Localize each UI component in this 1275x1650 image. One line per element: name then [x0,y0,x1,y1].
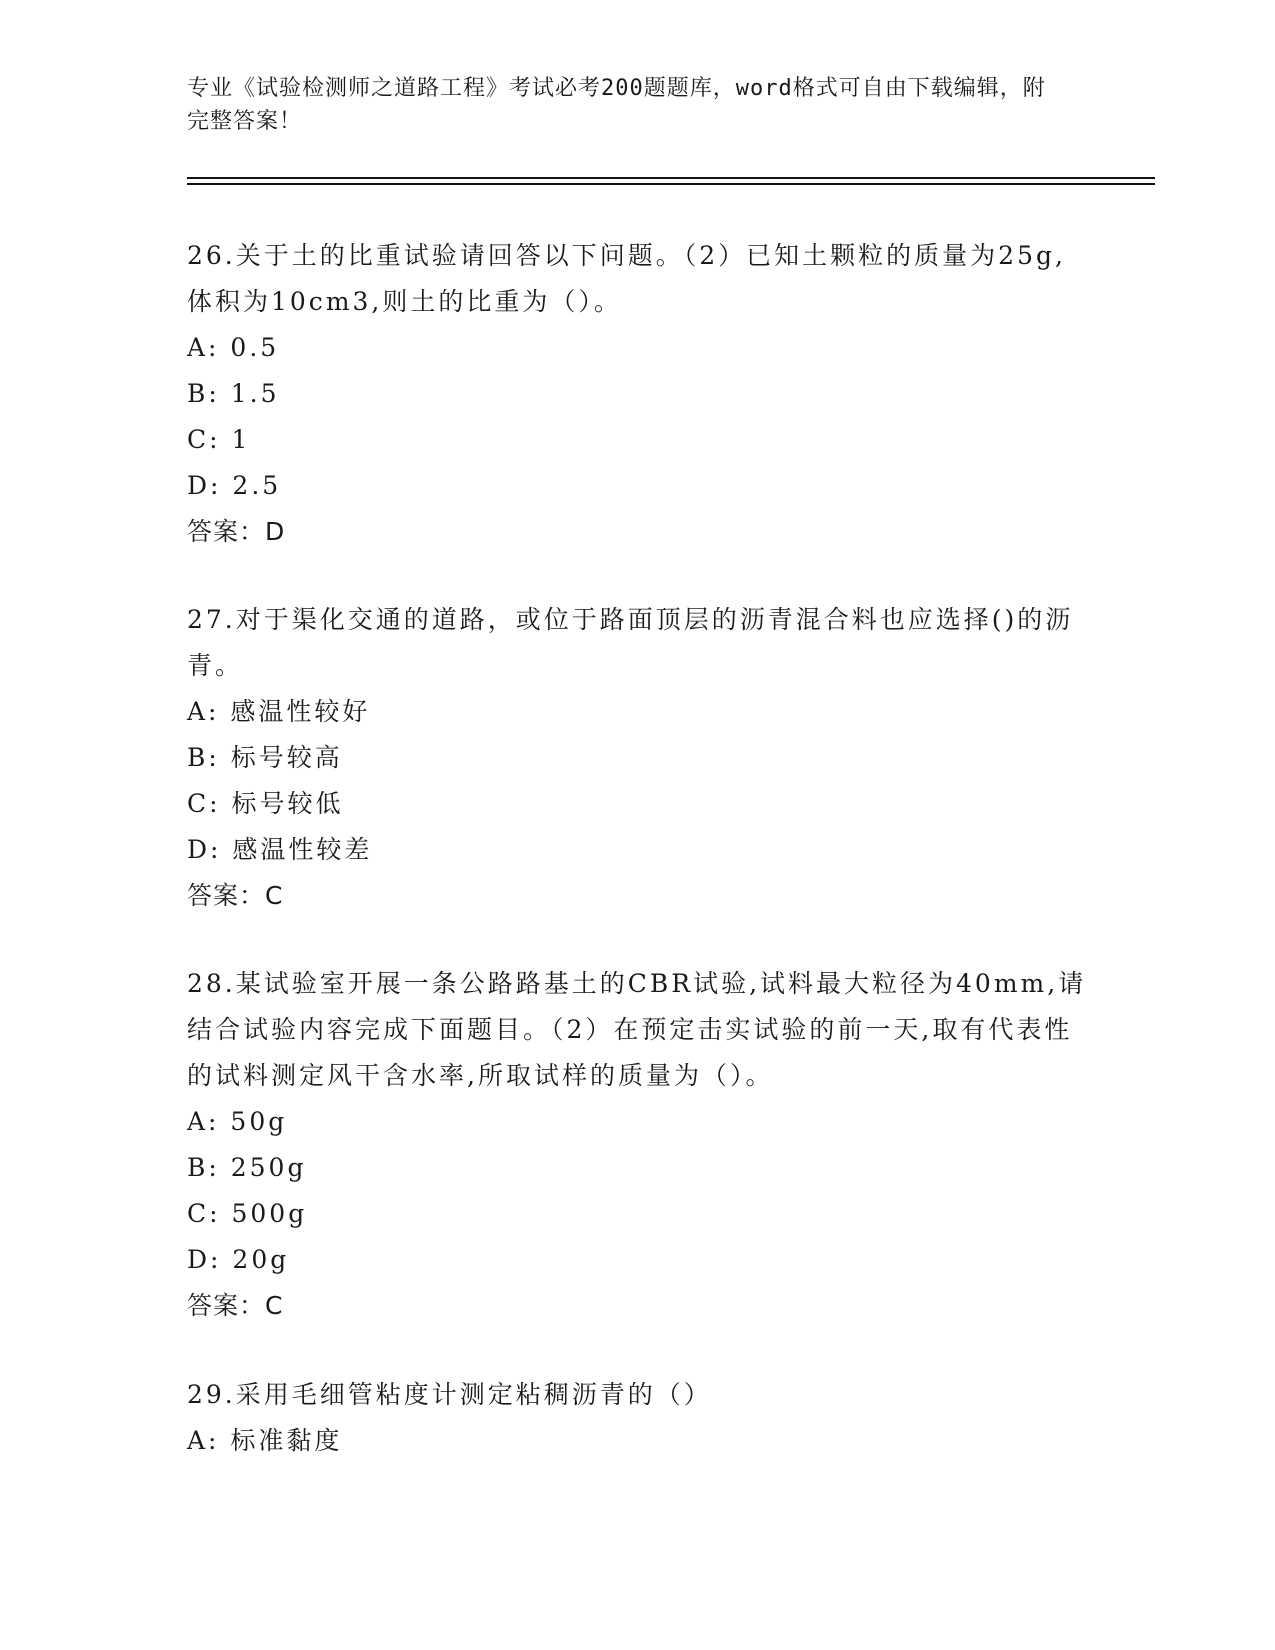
document-header: 专业《试验检测师之道路工程》考试必考200题题库，word格式可自由下载编辑，附完整答案！ [187,76,1046,134]
answer-line: 答案：C [187,881,284,910]
question-stem: 26.关于土的比重试验请回答以下问题。（2）已知土颗粒的质量为25g,体积为10cm3,则土的比重为（）。 [187,241,1066,316]
question-29 [187,1372,1087,1464]
option-c: C: 1 [187,425,251,454]
option-a: A: 标准黏度 [187,1426,343,1455]
option-d: D: 2.5 [187,471,282,500]
option-b: B: 标号较高 [187,743,343,772]
answer-line: 答案：C [187,1291,284,1320]
option-c: C: 标号较低 [187,789,344,818]
option-b: B: 250g [187,1153,307,1182]
header-divider-bottom [187,183,1155,185]
question-stem: 27.对于渠化交通的道路，或位于路面顶层的沥青混合料也应选择()的沥青。 [187,605,1074,680]
option-a: A: 50g [187,1107,288,1136]
answer-line: 答案：D [187,517,286,546]
question-stem: 29.采用毛细管粘度计测定粘稠沥青的（） [187,1380,712,1409]
question-26 [187,233,1087,555]
option-a: A: 感温性较好 [187,697,371,726]
option-d: D: 20g [187,1245,290,1274]
option-a: A: 0.5 [187,333,280,362]
question-28 [187,961,1087,1329]
question-stem: 28.某试验室开展一条公路路基土的CBR试验,试料最大粒径为40mm,请结合试验内容完成下面题目。（2）在预定击实试验的前一天,取有代表性的试料测定风干含水率,所取试样的质量为（）。 [187,969,1087,1090]
option-c: C: 500g [187,1199,308,1228]
header-divider-top [187,177,1155,179]
option-d: D: 感温性较差 [187,835,373,864]
option-b: B: 1.5 [187,379,280,408]
question-27 [187,597,1087,919]
